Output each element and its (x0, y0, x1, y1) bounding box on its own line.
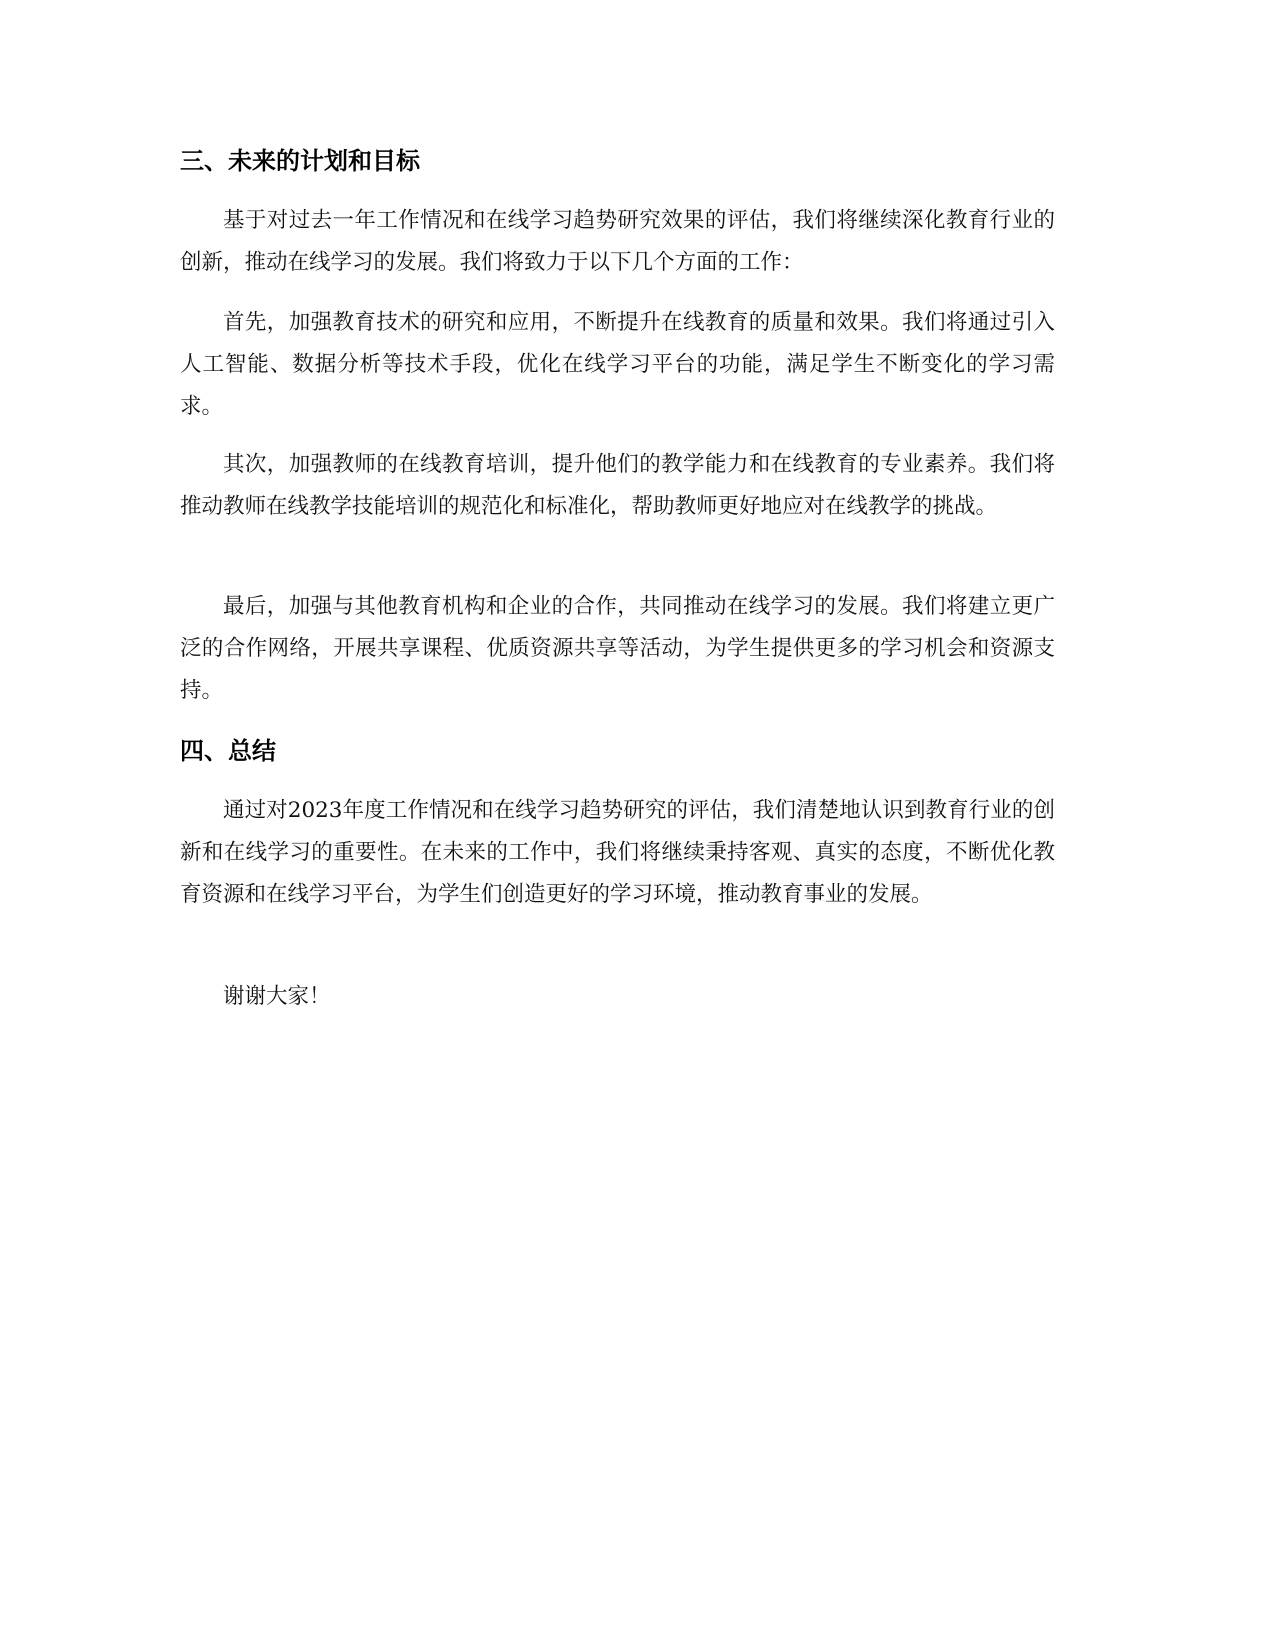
paragraph-plan-second: 其次，加强教师的在线教育培训，提升他们的教学能力和在线教育的专业素养。我们将推动教师在线教学技能培训的规范化和标准化，帮助教师更好地应对在线教学的挑战。 (180, 452, 1055, 519)
section-heading-summary: 四、总结 (180, 737, 276, 765)
paragraph-plan-first: 首先，加强教育技术的研究和应用，不断提升在线教育的质量和效果。我们将通过引入人工智能、数据分析等技术手段，优化在线学习平台的功能，满足学生不断变化的学习需求。 (180, 310, 1055, 419)
paragraph-thanks: 谢谢大家！ (223, 984, 331, 1009)
section-heading-future-plans: 三、未来的计划和目标 (180, 147, 420, 175)
paragraph-plan-intro: 基于对过去一年工作情况和在线学习趋势研究效果的评估，我们将继续深化教育行业的创新，推动在线学习的发展。我们将致力于以下几个方面的工作： (180, 208, 1055, 275)
paragraph-plan-last: 最后，加强与其他教育机构和企业的合作，共同推动在线学习的发展。我们将建立更广泛的合作网络，开展共享课程、优质资源共享等活动，为学生提供更多的学习机会和资源支持。 (180, 594, 1055, 703)
document-page (180, 0, 1055, 1650)
paragraph-summary: 通过对2023年度工作情况和在线学习趋势研究的评估，我们清楚地认识到教育行业的创新和在线学习的重要性。在未来的工作中，我们将继续秉持客观、真实的态度，不断优化教育资源和在线学习平台，为学生们创造更好的学习环境，推动教育事业的发展。 (180, 798, 1055, 907)
